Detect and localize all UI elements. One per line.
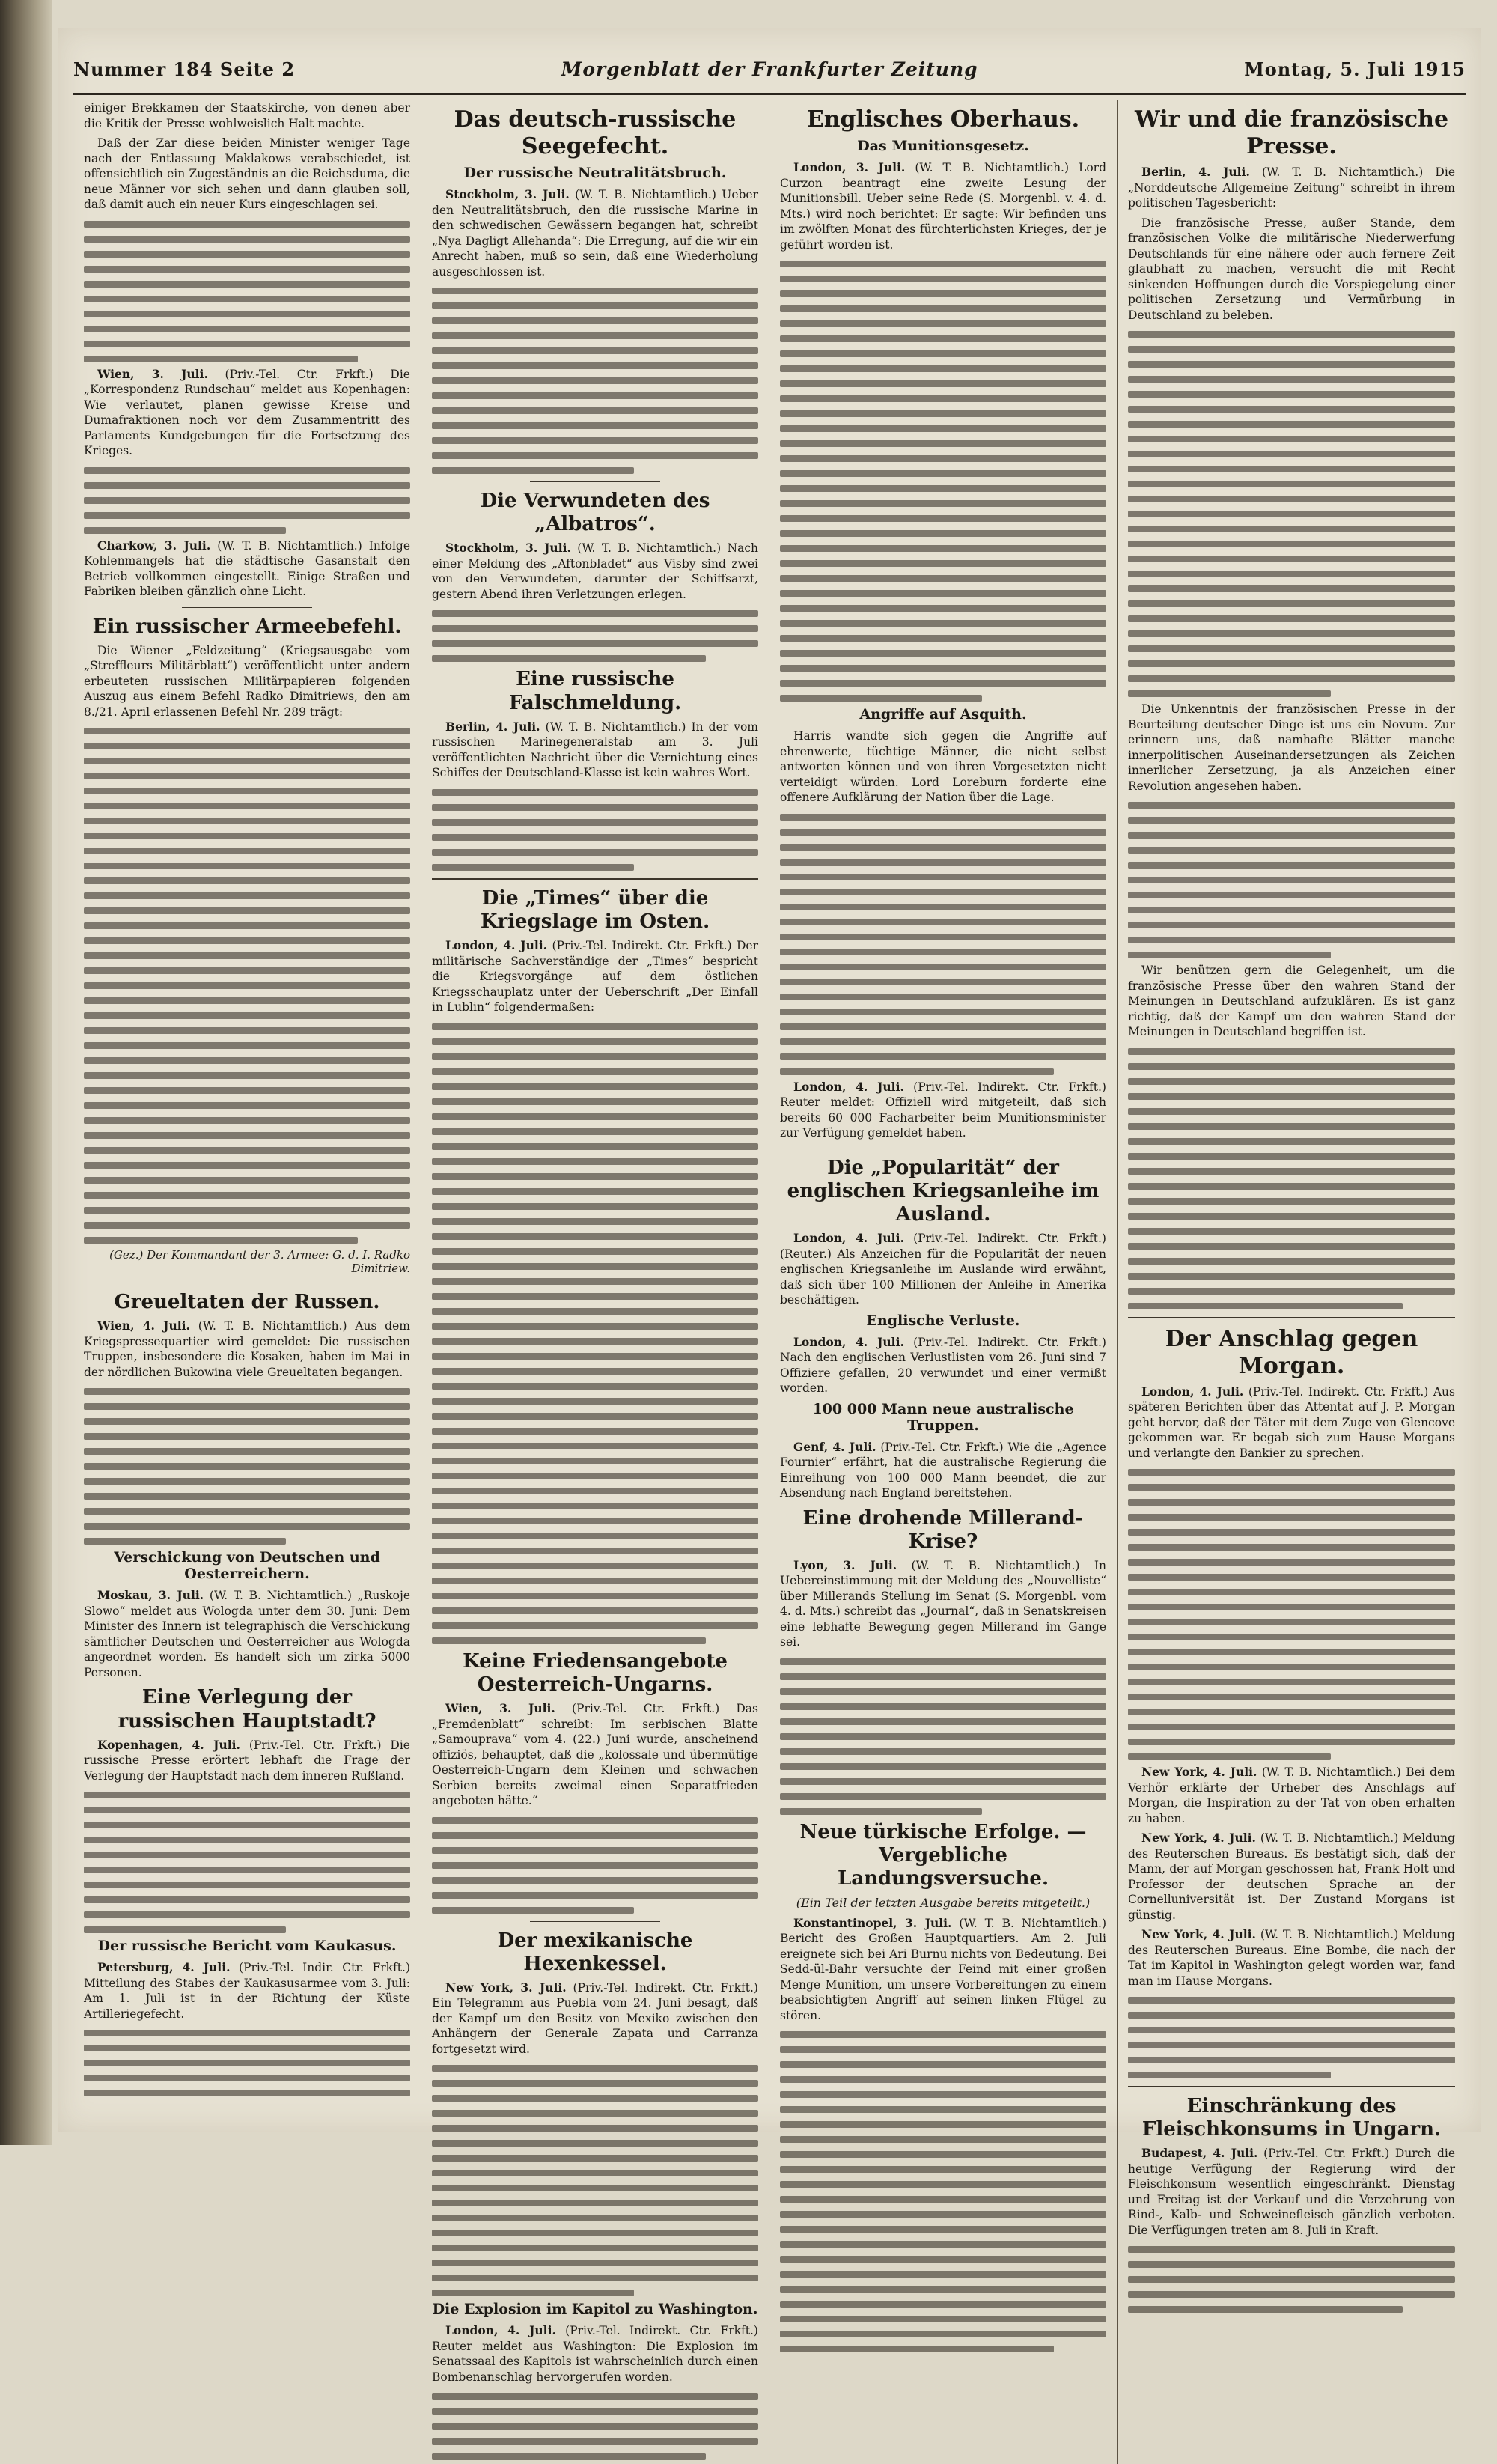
- article-text: (Priv.-Tel. Indirekt. Ctr. Frkft.) Aus späteren Berichten über das Attentat auf J. P. Morgan geht hervor, daß der Täter mit dem Zuge von Glencove gekommen war. Er begab sich zum Hause Morgans und verlangte den Bankier zu sprechen.: [1128, 1384, 1455, 1460]
- article-text: (W. T. B. Nichtamtlich.) Ueber den Neutralitätsbruch, den die russische Marine in den schwedischen Gewässern begangen hat, schreibt „Nya Dagligt Allehanda“: Die Erregung, auf die wir ein Anrecht haben, muß so sein, daß eine Wiederholung ausgeschlossen ist.: [432, 188, 758, 279]
- signature: (Gez.) Der Kommandant der 3. Armee: G. d. I. Radko Dimitriew.: [109, 1248, 410, 1276]
- subheadline: Englische Verluste.: [866, 1312, 1020, 1329]
- text-lines: [432, 789, 758, 871]
- text-lines: [432, 288, 758, 474]
- article-text: einiger Brekkamen der Staatskirche, von denen aber die Kritik der Presse wohlweislich Halt machte.: [84, 101, 410, 130]
- article-text: (Priv.-Tel. Ctr. Frkft.) Wie die „Agence Fournier“ erfährt, hat die australische Regierung die Einreihung von 100 000 Mann beendet, die zur Absendung nach England bereitstehen.: [780, 1440, 1106, 1500]
- text-lines: [84, 728, 410, 1244]
- article-text: (Priv.-Tel. Indirekt. Ctr. Frkft.) Nach den englischen Verlustlisten vom 26. Juni sind 7 Offiziere gefallen, 20 verwundet und einer vermißt worden.: [780, 1335, 1106, 1396]
- article-text: (W. T. B. Nichtamtlich.) Meldung des Reuterschen Bureaus. Eine Bombe, die nach der Tat im Kapitol in Washington gelegt worden war, fand man im Hause Morgans.: [1128, 1928, 1455, 1988]
- article-text: (W. T. B. Nichtamtlich.) Lord Curzon beantragt eine zweite Lesung der Munitionsbill. Ueber seine Rede (S. Morgenbl. v. 4. d. Mts.) wird noch berichtet: Er sagte: Wir befinden uns im zwölften Monat des fürchterlichsten Krieges, der je geführt worden ist.: [780, 161, 1106, 252]
- column-1: [73, 100, 421, 2464]
- text-lines: [432, 2065, 758, 2296]
- text-lines: [780, 2031, 1106, 2352]
- headline: Das deutsch-russische Seegefecht.: [454, 106, 737, 159]
- article-text: (W. T. B. Nichtamtlich.) In Uebereinstimmung mit der Meldung des „Nouvelliste“ über Millerands Stellung im Senat (S. Morgenbl. vom 4. d. Mts.) schreibt das „Journal“, daß in Senatskreisen eine lebhafte Bewegung gegen Millerand im Gange sei.: [780, 1558, 1106, 1649]
- headline: Greueltaten der Russen.: [114, 1291, 380, 1314]
- article-text: (W. T. B. Nichtamtlich.) Bei dem Verhör erklärte der Urheber des Anschlags auf Morgan, die Inspiration zu der Tat von oben erhalten zu haben.: [1128, 1765, 1455, 1825]
- editorial-note: (Ein Teil der letzten Ausgabe bereits mitgeteilt.): [796, 1895, 1091, 1910]
- column-4: [1118, 100, 1466, 2464]
- text-lines: [1128, 2246, 1455, 2313]
- article-text: (Priv.-Tel. Ctr. Frkft.) Die russische Presse erörtert lebhaft die Frage der Verlegung der Hauptstadt nach dem inneren Rußland.: [84, 1738, 410, 1783]
- article-columns: [73, 100, 1466, 2384]
- newspaper-page: [58, 28, 1481, 2384]
- text-lines: [780, 1658, 1106, 1815]
- dateline: Berlin, 4. Juli.: [445, 719, 540, 734]
- divider: [1128, 1317, 1455, 1318]
- dateline: Charkow, 3. Juli.: [97, 538, 211, 553]
- text-lines: [1128, 331, 1455, 697]
- article-text: Daß der Zar diese beiden Minister weniger Tage nach der Entlassung Maklakows verabschiedet, ist offensichtlich ein Zugeständnis an die Reichsduma, die neue Männer vor sich sehen und dann glauben soll, daß damit auch ein neuer Kurs eingeschlagen sei.: [84, 136, 410, 211]
- text-lines: [432, 610, 758, 662]
- dateline: London, 4. Juli.: [1141, 1384, 1244, 1399]
- dateline: London, 4. Juli.: [793, 1079, 904, 1094]
- divider: [530, 1921, 660, 1922]
- dateline: Petersburg, 4. Juli.: [97, 1960, 231, 1975]
- divider: [530, 481, 660, 482]
- dateline: Wien, 3. Juli.: [97, 366, 208, 381]
- dateline: New York, 4. Juli.: [1141, 1831, 1256, 1845]
- headline: Englisches Oberhaus.: [806, 106, 1080, 133]
- headline: Der mexikanische Hexenkessel.: [497, 1929, 693, 1975]
- article-text: (W. T. B. Nichtamtlich.) Nach einer Meldung des „Aftonbladet“ aus Visby sind zwei von den Verwundeten, darunter der Schiffsarzt, gestern Abend ihren Verletzungen erlegen.: [432, 541, 758, 601]
- article-text: Die französische Presse, außer Stande, dem französischen Volke die militärische Niederwerfung Deutschlands für eine nähere oder auch fernere Zeit glaubhaft zu machen, versucht die mit Recht sinkenden Hoffnungen durch die Vorspiegelung einer politischen Zersetzung und Vermürbung in Deutschland zu beleben.: [1128, 216, 1455, 322]
- dateline: London, 3. Juli.: [793, 160, 906, 174]
- page-header: [73, 58, 1466, 95]
- dateline: London, 4. Juli.: [793, 1334, 904, 1349]
- headline: Ein russischer Armeebefehl.: [92, 615, 402, 638]
- headline: Die „Times“ über die Kriegslage im Osten.: [480, 886, 710, 933]
- text-lines: [84, 467, 410, 534]
- article-text: (Priv.-Tel. Ctr. Frkft.) Das „Fremdenblatt“ schreibt: Im serbischen Blatte „Samouprava“ vom 4. (22.) Juni wurde, anscheinend offiziös, behauptet, daß die „kolossale und übermütige Oesterreich-Ungarn dem Kleinen und schwachen Serbien bereits zweimal einen Separatfrieden angeboten hätte.“: [432, 1702, 758, 1807]
- divider: [432, 878, 758, 880]
- headline: Die „Popularität“ der englischen Kriegsanleihe im Ausland.: [787, 1156, 1100, 1226]
- text-lines: [432, 1817, 758, 1914]
- dateline: New York, 4. Juli.: [1141, 1765, 1257, 1779]
- headline: Die Verwundeten des „Albatros“.: [480, 490, 710, 536]
- subheadline: Verschickung von Deutschen und Oesterreichern.: [114, 1549, 380, 1583]
- headline: Der Anschlag gegen Morgan.: [1165, 1325, 1418, 1379]
- headline: Neue türkische Erfolge. — Vergebliche Landungsversuche.: [799, 1820, 1087, 1890]
- text-lines: [84, 2030, 410, 2096]
- dateline: Berlin, 4. Juli.: [1141, 165, 1250, 179]
- divider: [182, 607, 312, 608]
- text-lines: [84, 1792, 410, 1933]
- article-text: (W. T. B. Nichtamtlich.) „Ruskoje Slowo“ meldet aus Wologda unter dem 30. Juni: Dem Minister des Innern ist telegraphisch die Verschickung sämtlicher Deutschen und Oesterreicher aus Wologda angeordnet worden. Es handelt sich um zirka 5000 Personen.: [84, 1589, 410, 1679]
- subheadline: Der russische Neutralitätsbruch.: [463, 165, 727, 181]
- text-lines: [1128, 1048, 1455, 1309]
- article-text: (Priv.-Tel. Indirekt. Ctr. Frkft.) Reuter meldet aus Washington: Die Explosion im Senatssaal des Kapitols ist wahrscheinlich durch einen Bombenanschlag hervorgerufen worden.: [432, 2324, 758, 2384]
- headline: Keine Friedensangebote Oesterreich-Ungarns.: [463, 1649, 728, 1696]
- subheadline: Angriffe auf Asquith.: [859, 706, 1027, 723]
- text-lines: [84, 1388, 410, 1545]
- dateline: Moskau, 3. Juli.: [97, 1588, 204, 1603]
- book-binding: [0, 0, 52, 2145]
- text-lines: [1128, 1997, 1455, 2078]
- dateline: London, 4. Juli.: [793, 1231, 904, 1246]
- dateline: London, 4. Juli.: [445, 938, 548, 953]
- article-text: (Priv.-Tel. Indirekt. Ctr. Frkft.) Reuter meldet: Offiziell wird mitgeteilt, daß sich bereits 60 000 Facharbeiter beim Munitionsminister zur Verfügung gemeldet haben.: [780, 1080, 1106, 1140]
- article-text: (W. T. B. Nichtamtlich.) In der vom russischen Marinegeneralstab am 3. Juli veröffentlichten Nachricht über die Vernichtung eines Schiffes der Deutschland-Klasse ist kein wahres Wort.: [432, 720, 758, 780]
- headline: Eine drohende Millerand-Krise?: [802, 1506, 1084, 1553]
- issue-date: Montag, 5. Juli 1915: [1244, 58, 1466, 80]
- article-text: (Priv.-Tel. Indirekt. Ctr. Frkft.) Der militärische Sachverständige der „Times“ bespricht die Kriegsvorgänge auf dem östlichen Kriegsschauplatz unter der Ueberschrift „Der Einfall in Lublin“ folgendermaßen:: [432, 939, 758, 1015]
- article-text: Die Unkenntnis der französischen Presse in der Beurteilung deutscher Dinge ist uns ein Novum. Zur erinnern uns, daß namhafte Blätter manche innerpolitischen Auseinandersetzungen als Zeichen innerlicher Zersetzung, ja als Anzeichen einer Revolution angesehen haben.: [1128, 702, 1455, 793]
- article-text: (W. T. B. Nichtamtlich.) Die „Norddeutsche Allgemeine Zeitung“ schreibt in ihrem politischen Tagesbericht:: [1128, 165, 1455, 210]
- dateline: Budapest, 4. Juli.: [1141, 2146, 1258, 2161]
- article-text: (W. T. B. Nichtamtlich.) Bericht des Großen Hauptquartiers. Am 2. Juli ereignete sich bei Ari Burnu nichts von Bedeutung. Bei Sedd-ül-Bahr versuchte der Feind mit einer großen Menge Munition, um unsere Vorbereitungen zu einem beabsichtigten Angriff auf seinen linken Flügel zu stören.: [780, 1916, 1106, 2022]
- headline: Wir und die französische Presse.: [1134, 106, 1449, 159]
- text-lines: [432, 1023, 758, 1644]
- dateline: Stockholm, 3. Juli.: [445, 541, 571, 556]
- headline: Einschränkung des Fleischkonsums in Ungarn.: [1141, 2095, 1442, 2141]
- text-lines: [780, 814, 1106, 1075]
- dateline: Wien, 3. Juli.: [445, 1701, 555, 1715]
- article-text: (Priv.-Tel. Indirekt. Ctr. Frkft.) Ein Telegramm aus Puebla vom 24. Juni besagt, daß der Kampf um den Besitz von Mexiko zwischen den Anhängern der Generale Zapata und Carranza fortgesetzt wird.: [432, 1980, 758, 2056]
- dateline: New York, 4. Juli.: [1141, 1927, 1256, 1941]
- headline: Eine Verlegung der russischen Hauptstadt?: [118, 1686, 376, 1733]
- article-text: (Priv.-Tel. Ctr. Frkft.) Durch die heutige Verfügung der Regierung wird der Fleischkonsum wesentlich eingeschränkt. Dienstag und Freitag ist der Verkauf und die Verzehrung von Rind-, Kalb- und Schweinefleisch gänzlich verboten. Die Verfügungen treten am 8. Juli in Kraft.: [1128, 2147, 1456, 2237]
- subheadline: 100 000 Mann neue australische Truppen.: [812, 1400, 1074, 1434]
- article-text: (Priv.-Tel. Ctr. Frkft.) Die „Korrespondenz Rundschau“ meldet aus Kopenhagen: Wie verlautet, planen gewisse Kreise und Dumafraktionen noch vor dem Zusammentritt des Parlaments Kundgebungen für die Fortsetzung des Krieges.: [84, 367, 410, 457]
- masthead: Morgenblatt der Frankfurter Zeitung: [561, 58, 978, 80]
- article-text: (W. T. B. Nichtamtlich.) Meldung des Reuterschen Bureaus. Es bestätigt sich, daß der Mann, der auf Morgan geschossen hat, Frank Holt und Professor der deutschen Sprache an der Cornelluniversität ist. Der Zustand Morgans ist günstig.: [1128, 1831, 1455, 1922]
- article-text: (Priv.-Tel. Indirekt. Ctr. Frkft.) (Reuter.) Als Anzeichen für die Popularität der neuen englischen Kriegsanleihe im Auslande wird erwähnt, daß sich über 100 Millionen der Anleihe in Amerika beschäftigen.: [780, 1232, 1106, 1307]
- article-text: Wir benützen gern die Gelegenheit, um die französische Presse über den wahren Stand der Meinungen in Deutschland aufzuklären. Es ist ganz richtig, daß der Kampf um den wahren Stand der Meinungen in Deutschland begriffen ist.: [1128, 964, 1455, 1038]
- article-text: (W. T. B. Nichtamtlich.) Infolge Kohlenmangels hat die städtische Gasanstalt den Betrieb vollkommen eingestellt. Einige Straßen und Fabriken bleiben gänzlich ohne Licht.: [84, 538, 410, 598]
- article-text: Die Wiener „Feldzeitung“ (Kriegsausgabe vom „Streffleurs Militärblatt“) veröffentlicht unter andern erbeuteten russischen Militärpapieren folgenden Auszug aus einem Befehl Radko Dimitriews, den am 8./21. April erlassenen Befehl Nr. 289 trägt:: [84, 643, 410, 719]
- dateline: Kopenhagen, 4. Juli.: [97, 1737, 240, 1752]
- dateline: New York, 3. Juli.: [445, 1980, 567, 1995]
- subheadline: Das Munitionsgesetz.: [857, 138, 1029, 154]
- headline: Eine russische Falschmeldung.: [508, 668, 682, 714]
- dateline: Lyon, 3. Juli.: [793, 1557, 897, 1572]
- divider: [1128, 2086, 1455, 2087]
- column-2: [421, 100, 769, 2464]
- text-lines: [84, 221, 410, 362]
- dateline: Wien, 4. Juli.: [97, 1318, 190, 1333]
- dateline: Stockholm, 3. Juli.: [445, 187, 570, 201]
- dateline: Genf, 4. Juli.: [793, 1439, 876, 1454]
- article-text: (W. T. B. Nichtamtlich.) Aus dem Kriegspressequartier wird gemeldet: Die russischen Truppen, insbesondere die Kosaken, haben im Mai in der nördlichen Bukowina viele Greueltaten begangen.: [84, 1319, 410, 1379]
- column-3: [769, 100, 1118, 2464]
- text-lines: [1128, 1469, 1455, 1760]
- article-text: (Priv.-Tel. Indir. Ctr. Frkft.) Mitteilung des Stabes der Kaukasusarmee vom 3. Juli: Am 1. Juli ist in der Richtung der Küste Artilleriegefecht.: [84, 1961, 410, 2021]
- text-lines: [780, 261, 1106, 702]
- page-number: Nummer 184 Seite 2: [73, 58, 296, 80]
- subheadline: Der russische Bericht vom Kaukasus.: [97, 1938, 397, 1955]
- dateline: Konstantinopel, 3. Juli.: [793, 1915, 952, 1930]
- subheadline: Die Explosion im Kapitol zu Washington.: [432, 2301, 758, 2318]
- article-text: Harris wandte sich gegen die Angriffe auf ehrenwerte, tüchtige Männer, die nicht selbst antworten können und von ihren Vorgesetzten nicht verteidigt würden. Lord Loreburn forderte eine offenere Aufklärung der Nation über die Lage.: [780, 729, 1106, 804]
- text-lines: [1128, 802, 1455, 958]
- text-lines: [432, 2393, 758, 2460]
- dateline: London, 4. Juli.: [445, 2323, 556, 2338]
